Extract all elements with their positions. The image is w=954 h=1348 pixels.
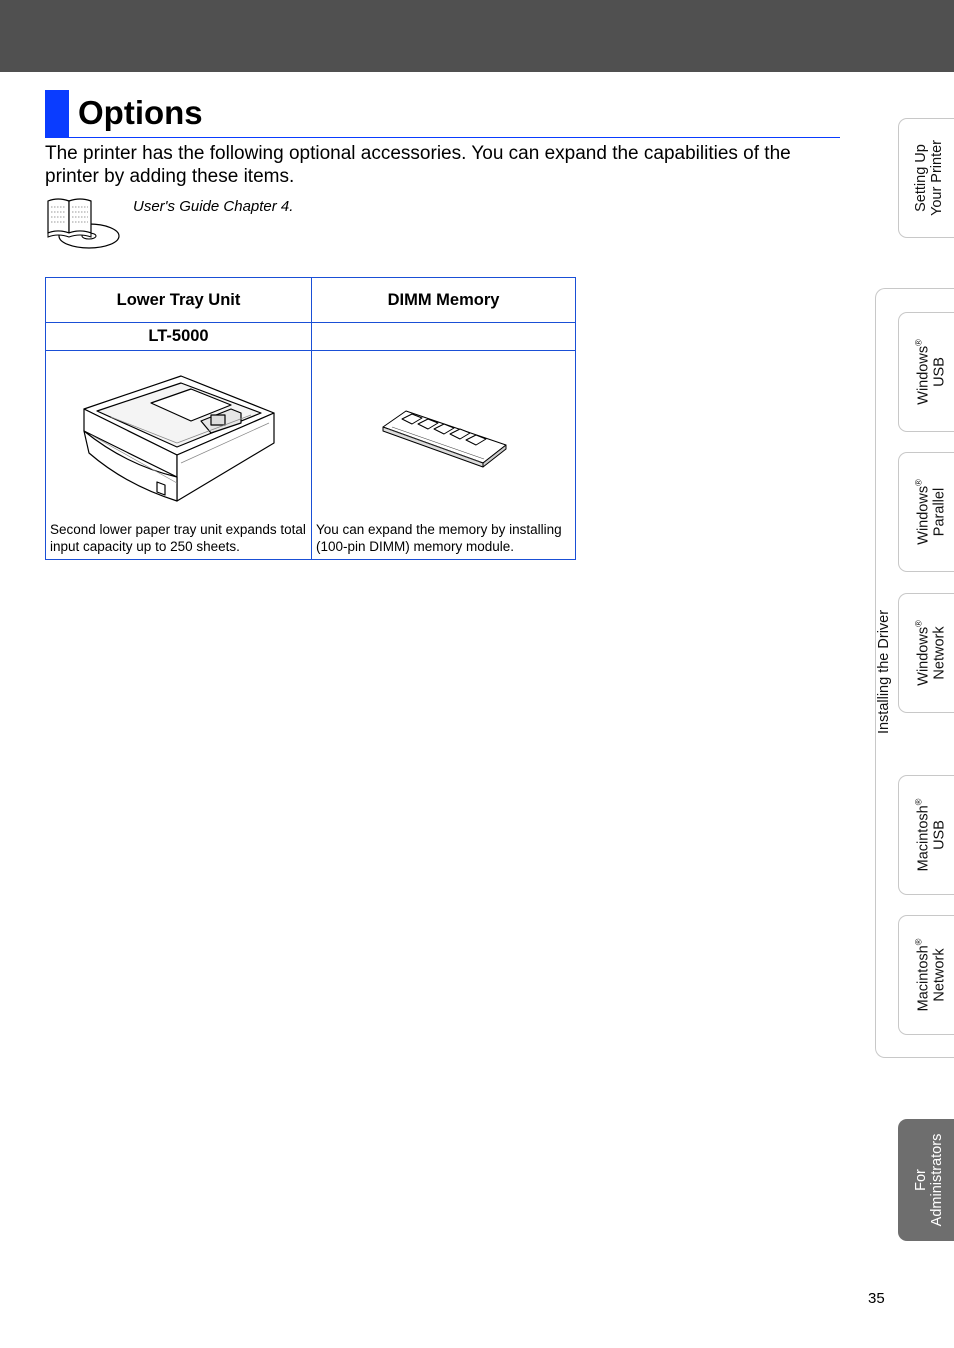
tab-macintosh-network[interactable] (898, 915, 954, 1035)
registered-mark: ® (913, 938, 924, 946)
col-header-dimm: DIMM Memory (312, 278, 576, 323)
tab-windows-parallel[interactable] (898, 452, 954, 572)
manual-cd-icon (45, 195, 121, 251)
guide-reference: User's Guide Chapter 4. (133, 198, 294, 215)
tab-for-administrators-line2: Administrators (929, 1133, 945, 1227)
installing-driver-label: Installing the Driver (876, 609, 892, 735)
tab-macintosh-usb-line2: USB (931, 820, 948, 850)
tab-setting-up-line1: Setting Up (913, 144, 929, 212)
tab-for-administrators[interactable] (898, 1119, 954, 1241)
tab-macintosh-usb[interactable] (898, 775, 954, 895)
registered-mark: ® (913, 339, 924, 346)
tab-windows-network-line1: Windows (915, 626, 932, 686)
dimm-cell (312, 351, 576, 560)
tab-windows-usb[interactable] (898, 312, 954, 432)
title-marker (45, 90, 69, 138)
intro-text: The printer has the following optional accessories. You can expand the capabilities of the printer by adding these items. (45, 143, 791, 187)
tab-macintosh-network-line1: Macintosh (915, 945, 932, 1012)
tab-windows-network[interactable] (898, 593, 954, 713)
lower-tray-cell (46, 351, 312, 560)
tab-macintosh-network-line2: Network (931, 948, 948, 1002)
tab-windows-usb-line2: USB (931, 357, 948, 387)
registered-mark: ® (913, 479, 924, 486)
tab-setting-up[interactable] (898, 118, 954, 238)
dimm-memory-image (380, 407, 508, 471)
options-table (45, 277, 576, 560)
dimm-description: You can expand the memory by installing (100-pin DIMM) memory module. (316, 522, 562, 554)
tab-macintosh-usb-line1: Macintosh (915, 805, 932, 872)
registered-mark: ® (913, 798, 924, 806)
tab-windows-network-line2: Network (931, 626, 948, 680)
col-header-lower-tray: Lower Tray Unit (46, 278, 312, 323)
lower-tray-image (81, 373, 276, 505)
page-title: Options (78, 94, 203, 131)
tab-for-administrators-line1: For (913, 1169, 929, 1191)
header-bar (0, 0, 954, 72)
registered-mark: ® (913, 620, 924, 627)
lower-tray-description: Second lower paper tray unit expands total input capacity up to 250 sheets. (50, 522, 306, 554)
model-dimm (312, 323, 576, 351)
page-number: 35 (868, 1290, 885, 1307)
title-rule (45, 137, 840, 138)
tab-windows-parallel-line1: Windows (915, 485, 932, 545)
tab-windows-usb-line1: Windows (915, 345, 932, 405)
model-lower-tray: LT-5000 (46, 323, 312, 351)
tab-setting-up-line2: Your Printer (929, 139, 945, 217)
tab-windows-parallel-line2: Parallel (931, 487, 948, 537)
